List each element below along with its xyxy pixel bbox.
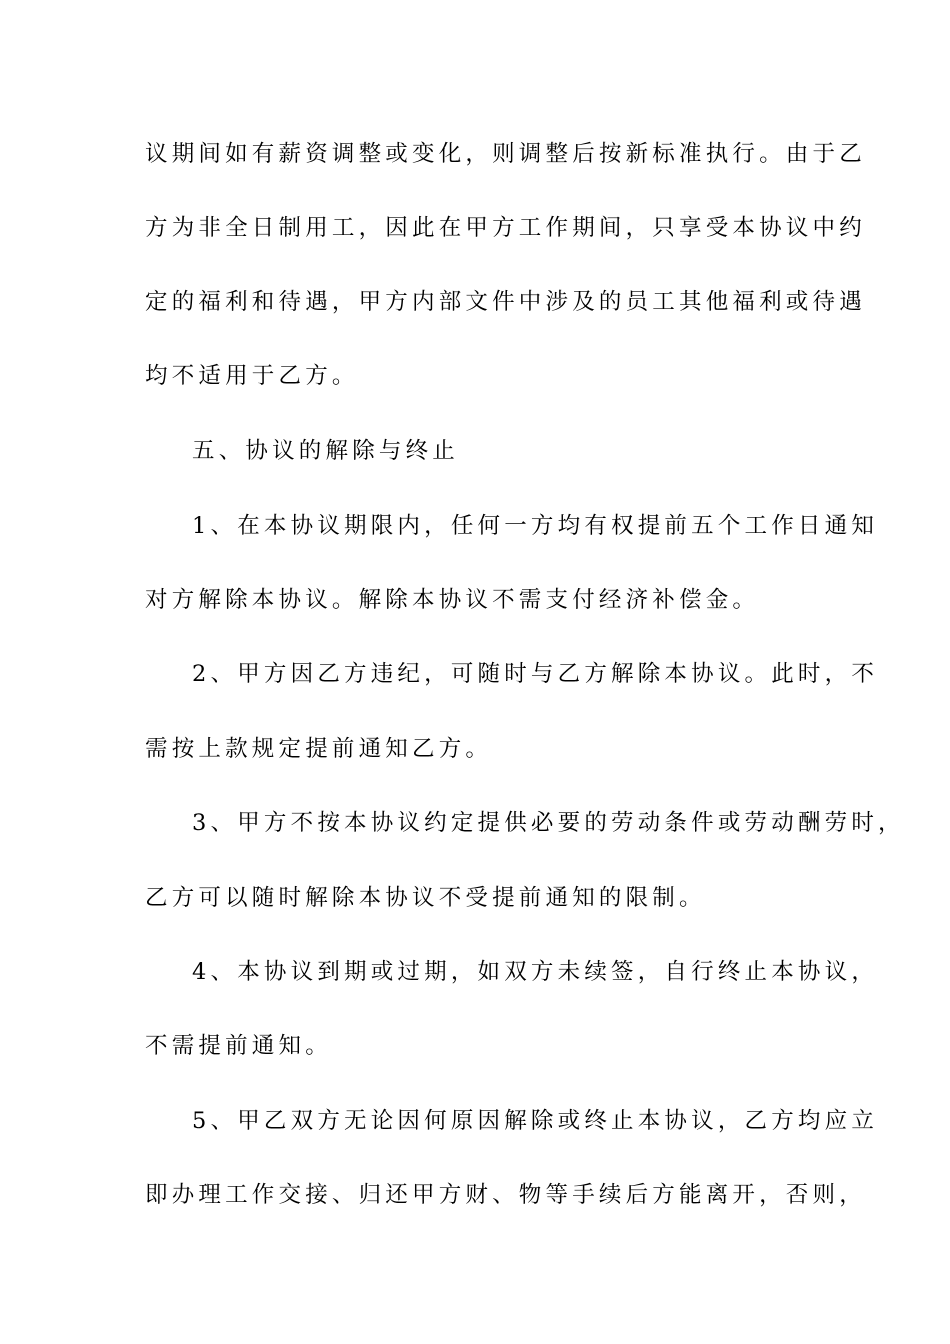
clause-3-line-2: 乙方可以随时解除本协议不受提前通知的限制。 [145, 885, 706, 911]
paragraph-line-1: 议期间如有薪资调整或变化，则调整后按新标准执行。由于乙 [145, 141, 866, 167]
clause-1-line-1: 1、在本协议期限内，任何一方均有权提前五个工作日通知 [192, 513, 879, 539]
clause-5-line-2: 即办理工作交接、归还甲方财、物等手续后方能离开，否则， [145, 1182, 866, 1208]
clause-2-line-2: 需按上款规定提前通知乙方。 [145, 736, 493, 762]
clause-3-line-1: 3、甲方不按本协议约定提供必要的劳动条件或劳动酬劳时， [192, 810, 905, 836]
clause-1-line-2: 对方解除本协议。解除本协议不需支付经济补偿金。 [145, 587, 760, 613]
clause-4-line-1: 4、本协议到期或过期，如双方未续签，自行终止本协议， [192, 959, 879, 985]
clause-5-line-1: 5、甲乙双方无论因何原因解除或终止本协议，乙方均应立 [192, 1108, 879, 1134]
paragraph-line-3: 定的福利和待遇，甲方内部文件中涉及的员工其他福利或待遇 [145, 289, 866, 315]
paragraph-line-2: 方为非全日制用工，因此在甲方工作期间，只享受本协议中约 [145, 215, 866, 241]
clause-2-line-1: 2、甲方因乙方违纪，可随时与乙方解除本协议。此时，不 [192, 661, 879, 687]
paragraph-line-4: 均不适用于乙方。 [145, 363, 359, 389]
clause-4-line-2: 不需提前通知。 [145, 1033, 332, 1059]
section-heading: 五、协议的解除与终止 [192, 438, 460, 464]
